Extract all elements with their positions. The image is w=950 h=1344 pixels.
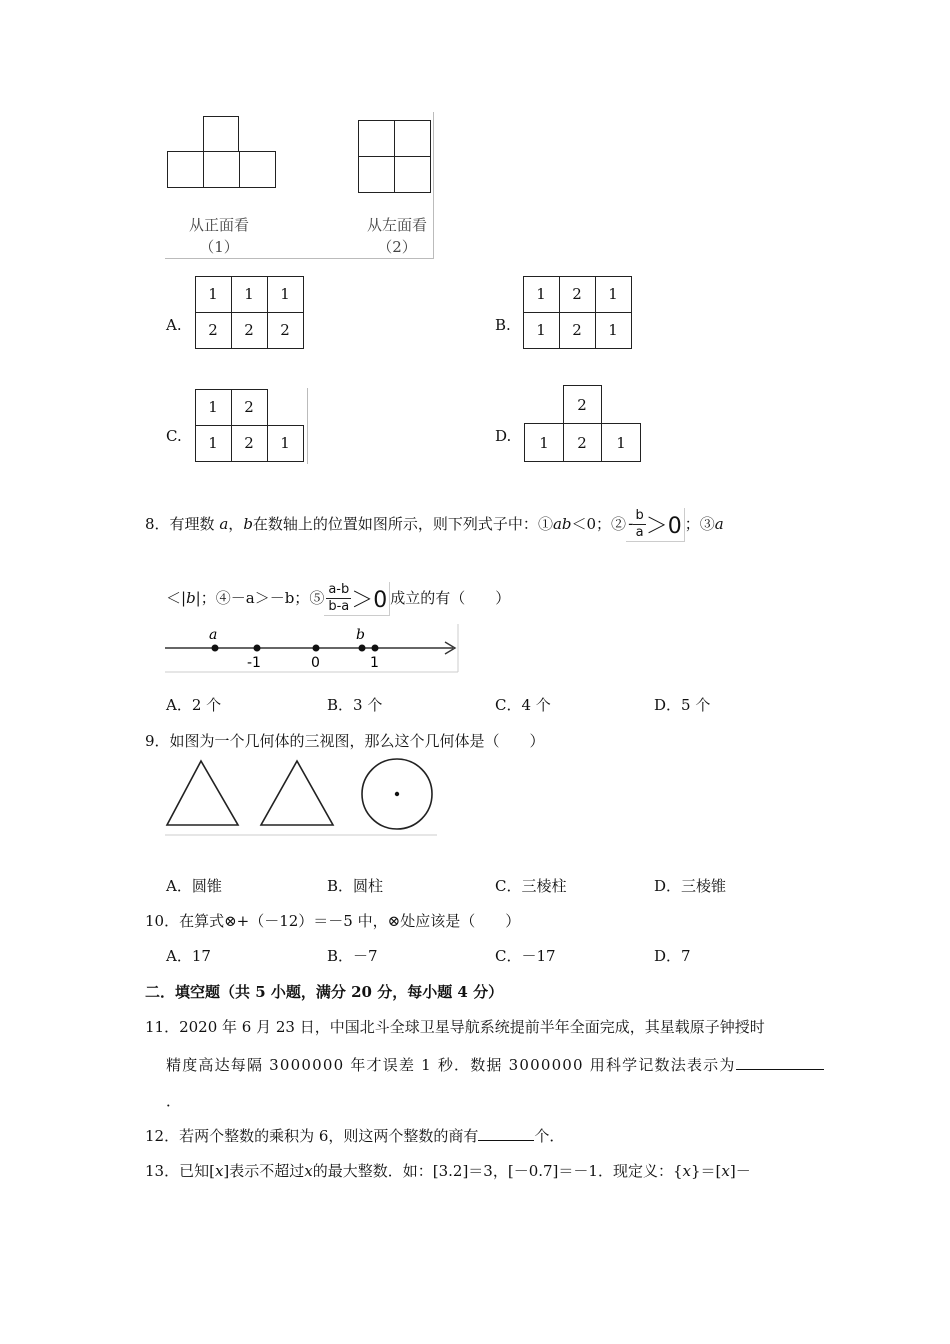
q10-option-b: B．－7 — [327, 947, 378, 965]
point-minus-one — [254, 645, 261, 652]
label-b: b — [356, 627, 365, 643]
q8-line1 — [145, 508, 724, 542]
point-a — [212, 645, 219, 652]
q11-answer-blank[interactable] — [736, 1069, 824, 1070]
var-x: x — [304, 1162, 313, 1180]
gt-zero: ＞0 — [645, 514, 682, 539]
q11-line3: ． — [166, 1092, 182, 1110]
q8-text: 在数轴上的位置如图所示，则下列式子中： — [252, 515, 538, 533]
cell-number: 2 — [244, 434, 254, 452]
option-d-grid — [523, 384, 643, 464]
q10-option-a: A．17 — [166, 947, 211, 965]
q10-stem: 10．在算式⊗+（－12）＝－5 中，⊗处应该是（ ） — [145, 912, 521, 930]
option-a-label: A. — [166, 316, 182, 334]
front-view-bottom-cell — [239, 151, 276, 188]
var-x: x — [682, 1162, 691, 1180]
front-view-triangle — [167, 761, 238, 825]
circled-5: ⑤ — [309, 589, 325, 607]
q9-option-c: C．三棱柱 — [495, 877, 567, 895]
q12-line — [145, 1125, 564, 1146]
left-view-cell — [394, 120, 431, 157]
cell-number: 2 — [244, 321, 254, 339]
left-view-cell — [358, 156, 395, 193]
q8-option-b: B．3 个 — [327, 696, 383, 714]
frac-den: a — [635, 525, 644, 540]
q11-line1: 11．2020 年 6 月 23 日，中国北斗全球卫星导航系统提前半年全面完成，其星载原子钟授时 — [145, 1018, 765, 1036]
cell-number: 1 — [536, 321, 546, 339]
expr-gt-neg-b: ＞－b； — [254, 589, 310, 607]
var-b: b — [186, 589, 196, 607]
section-title: 二．填空题（共 5 小题，满分 20 分，每小题 4 分） — [145, 983, 504, 1001]
q8-line2 — [166, 582, 510, 616]
q13-text: 13．已知[ — [145, 1162, 215, 1180]
option-c-grid — [195, 388, 308, 464]
left-view-number: （2） — [377, 238, 417, 256]
option-c-label: C. — [166, 427, 182, 445]
cell-number: 1 — [280, 285, 290, 303]
circled-2: ② — [611, 515, 627, 533]
top-view-center-dot — [395, 792, 399, 796]
q9-option-b: B．圆柱 — [327, 877, 384, 895]
q10-option-d: D．7 — [654, 947, 691, 965]
cell-number: 2 — [280, 321, 290, 339]
q12-text: 12．若两个整数的乘积为 6，则这两个整数的商有 — [145, 1127, 479, 1145]
cell-number: 1 — [208, 398, 218, 416]
cell-number: 1 — [539, 434, 549, 452]
point-one — [372, 645, 379, 652]
q8-text: ＜0； — [571, 515, 612, 533]
q8-option-d: D．5 个 — [654, 696, 711, 714]
q11-text: 精度高达每隔 3000000 年才误差 1 秒．数据 3000000 用科学记数法表示为 — [166, 1056, 736, 1074]
cell-number: 2 — [572, 285, 582, 303]
expr-5-box — [324, 582, 390, 616]
gt-zero: ＞0 — [351, 588, 388, 613]
q8-text: ； — [684, 515, 700, 533]
cell-number: 2 — [577, 396, 587, 414]
expr-2-box: - $\frac{b}{a}$ ＞0 — [626, 508, 685, 542]
circled-4: ④ — [215, 589, 231, 607]
q13-text: ]－ — [729, 1162, 751, 1180]
q10-option-c: C．－17 — [495, 947, 556, 965]
cell-number: 2 — [208, 321, 218, 339]
q9-stem: 9．如图为一个几何体的三视图，那么这个几何体是（ ） — [145, 732, 545, 750]
expr-neg-a: －a — [230, 589, 255, 607]
point-b — [359, 645, 366, 652]
views-figure — [165, 112, 434, 259]
cell-number: 2 — [572, 321, 582, 339]
q9-option-a: A．圆锥 — [166, 877, 222, 895]
var-x: x — [214, 1162, 224, 1180]
q8-text: ＜| — [166, 589, 187, 607]
q13-text: }＝[ — [690, 1162, 722, 1180]
q8-number: 8． — [145, 515, 170, 533]
q13-text: 的最大整数．如：[3.2]＝3，[－0.7]＝－1．现定义：{ — [312, 1162, 683, 1180]
option-a-grid — [195, 276, 307, 350]
left-view-cell — [358, 120, 395, 157]
var-x: x — [721, 1162, 730, 1180]
label-minus-one: -1 — [247, 655, 261, 671]
label-one: 1 — [370, 655, 379, 671]
point-zero — [313, 645, 320, 652]
cell-number: 2 — [244, 398, 254, 416]
fraction-amb-over-bma — [326, 582, 351, 615]
cell-number: 1 — [280, 434, 290, 452]
q8-tail: 成立的有（ ） — [390, 589, 511, 607]
side-view-triangle — [261, 761, 333, 825]
cell-number: 1 — [536, 285, 546, 303]
frac-den: b-a — [328, 599, 350, 614]
var-a: a — [714, 515, 724, 533]
cell-number: 1 — [208, 285, 218, 303]
q9-option-d: D．三棱锥 — [654, 877, 727, 895]
q8-text: 有理数 — [169, 515, 215, 533]
circled-1: ① — [537, 515, 553, 533]
left-view-cell — [394, 156, 431, 193]
frac-num: a-b — [328, 582, 350, 597]
front-view-caption: 从正面看 — [188, 216, 249, 234]
three-views-figure — [163, 757, 439, 837]
q8-text: |； — [195, 589, 216, 607]
frac-num: b — [635, 508, 644, 523]
cell-number: 1 — [244, 285, 254, 303]
cell-number: 2 — [577, 434, 587, 452]
expr-ab: ab — [552, 515, 572, 533]
fraction-b-over-a — [633, 508, 645, 541]
q13-text: ]表示不超过 — [223, 1162, 305, 1180]
q11-line2 — [166, 1054, 824, 1075]
q8-sep: ， — [228, 515, 244, 533]
left-view-caption: 从左面看 — [366, 216, 427, 234]
cell-number: 1 — [608, 321, 618, 339]
option-b-label: B. — [495, 316, 511, 334]
label-a: a — [209, 627, 218, 643]
label-zero: 0 — [311, 655, 320, 671]
q13-line — [145, 1160, 751, 1181]
cell-number: 1 — [208, 434, 218, 452]
q8-option-c: C．4 个 — [495, 696, 551, 714]
var-b: b — [243, 515, 253, 533]
q12-text-end: 个． — [534, 1127, 565, 1145]
option-b-grid — [523, 276, 635, 350]
cell-number: 1 — [608, 285, 618, 303]
circled-3: ③ — [699, 515, 715, 533]
front-view-bottom-cell — [167, 151, 204, 188]
var-a: a — [219, 515, 229, 533]
front-view-number: （1） — [199, 238, 239, 256]
cell-number: 1 — [616, 434, 626, 452]
q8-option-a: A．2 个 — [166, 696, 222, 714]
front-view-top-cell — [203, 116, 239, 152]
number-line — [163, 622, 461, 674]
q12-answer-blank[interactable] — [478, 1140, 534, 1141]
option-d-label: D. — [495, 427, 512, 445]
front-view-bottom-cell — [203, 151, 240, 188]
